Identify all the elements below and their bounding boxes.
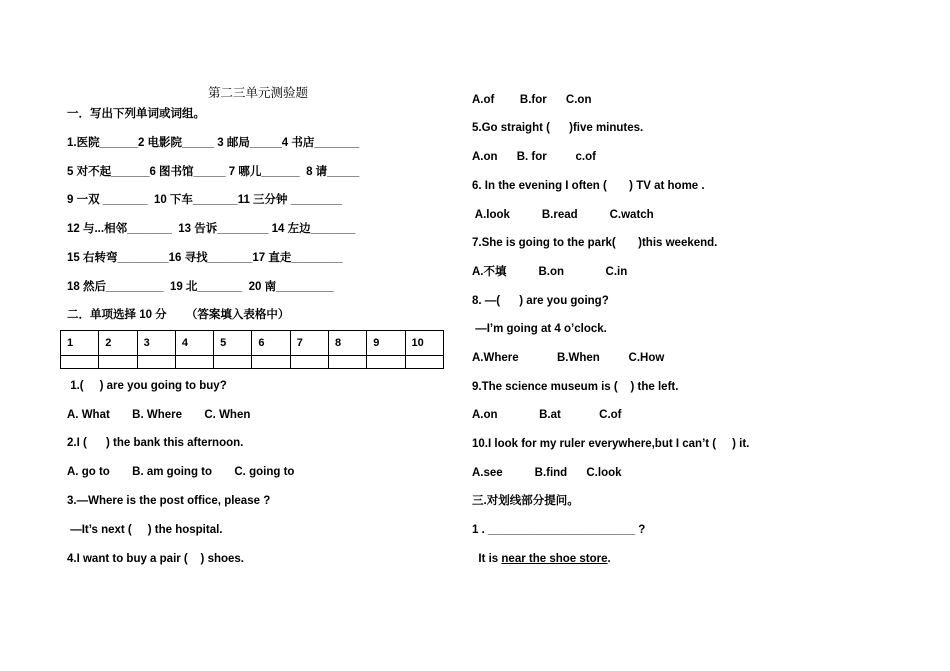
question-line: 7.She is going to the park( )this weekend. xyxy=(472,237,718,249)
answer-table-header: 10 xyxy=(405,331,443,356)
answer-cell[interactable] xyxy=(137,356,175,369)
question-line: 10.I look for my ruler everywhere,but I can’t ( ) it. xyxy=(472,438,750,450)
page-title: 第二三单元测验题 xyxy=(208,85,309,100)
answer-sentence xyxy=(472,552,611,566)
section3-heading: 三.对划线部分提问。 xyxy=(472,495,579,507)
option-line: A.look B.read C.watch xyxy=(472,209,654,221)
vocab-row: 18 然后_________ 19 北_______ 20 南_________ xyxy=(67,281,334,293)
answer-table-header: 1 xyxy=(61,331,99,356)
answer-table-header: 5 xyxy=(214,331,252,356)
question-line: 9.The science museum is ( ) the left. xyxy=(472,381,679,393)
answer-table-header: 8 xyxy=(328,331,366,356)
question-line: —It’s next ( ) the hospital. xyxy=(67,524,223,536)
option-line: A.on B. for c.of xyxy=(472,151,596,163)
option-line: A. go to B. am going to C. going to xyxy=(67,466,295,478)
underlined-phrase: near the shoe store xyxy=(501,553,608,565)
option-line: A.of B.for C.on xyxy=(472,94,592,106)
answer-table xyxy=(60,330,444,369)
answer-table-header: 7 xyxy=(290,331,328,356)
question-line: 1.( ) are you going to buy? xyxy=(67,380,227,392)
answer-table-header: 2 xyxy=(99,331,137,356)
vocab-row: 5 对不起______6 图书馆_____ 7 哪儿______ 8 请_____ xyxy=(67,166,360,178)
answer-prefix: It is xyxy=(472,553,502,565)
question-line: 5.Go straight ( )five minutes. xyxy=(472,122,644,134)
section1-heading: 一．写出下列单词或词组。 xyxy=(67,108,205,120)
answer-table-header: 4 xyxy=(175,331,213,356)
answer-table-header: 3 xyxy=(137,331,175,356)
option-line: A.see B.find C.look xyxy=(472,467,622,479)
question-line: 4.I want to buy a pair ( ) shoes. xyxy=(67,553,245,565)
answer-cell[interactable] xyxy=(61,356,99,369)
answer-cell[interactable] xyxy=(175,356,213,369)
answer-cell[interactable] xyxy=(367,356,405,369)
answer-cell[interactable] xyxy=(290,356,328,369)
answer-cell[interactable] xyxy=(405,356,443,369)
vocab-row: 12 与...相邻_______ 13 告诉________ 14 左边_______ xyxy=(67,223,356,235)
section2-heading: 二．单项选择 10 分 （答案填入表格中） xyxy=(67,309,290,321)
question-line: 8. —( ) are you going? xyxy=(472,295,609,307)
question-line: 3.—Where is the post office, please ? xyxy=(67,495,271,507)
question-line: 6. In the evening I often ( ) TV at home . xyxy=(472,180,705,192)
question-line: 1 . _______________________ ? xyxy=(472,524,646,536)
answer-suffix: . xyxy=(607,553,611,565)
answer-cell[interactable] xyxy=(252,356,290,369)
option-line: A.on B.at C.of xyxy=(472,409,622,421)
option-line: A.不填 B.on C.in xyxy=(472,266,628,278)
answer-table-header: 9 xyxy=(367,331,405,356)
vocab-row: 9 一双 _______ 10 下车_______11 三分钟 ________ xyxy=(67,194,342,206)
answer-cell[interactable] xyxy=(214,356,252,369)
question-line: 2.I ( ) the bank this afternoon. xyxy=(67,437,244,449)
vocab-row: 1.医院______2 电影院_____ 3 邮局_____4 书店_______ xyxy=(67,137,360,149)
answer-cell[interactable] xyxy=(99,356,137,369)
answer-cell[interactable] xyxy=(328,356,366,369)
answer-table-header: 6 xyxy=(252,331,290,356)
option-line: A. What B. Where C. When xyxy=(67,409,251,421)
question-line: —I’m going at 4 o’clock. xyxy=(472,323,607,335)
option-line: A.Where B.When C.How xyxy=(472,352,665,364)
vocab-row: 15 右转弯________16 寻找_______17 直走________ xyxy=(67,252,343,264)
